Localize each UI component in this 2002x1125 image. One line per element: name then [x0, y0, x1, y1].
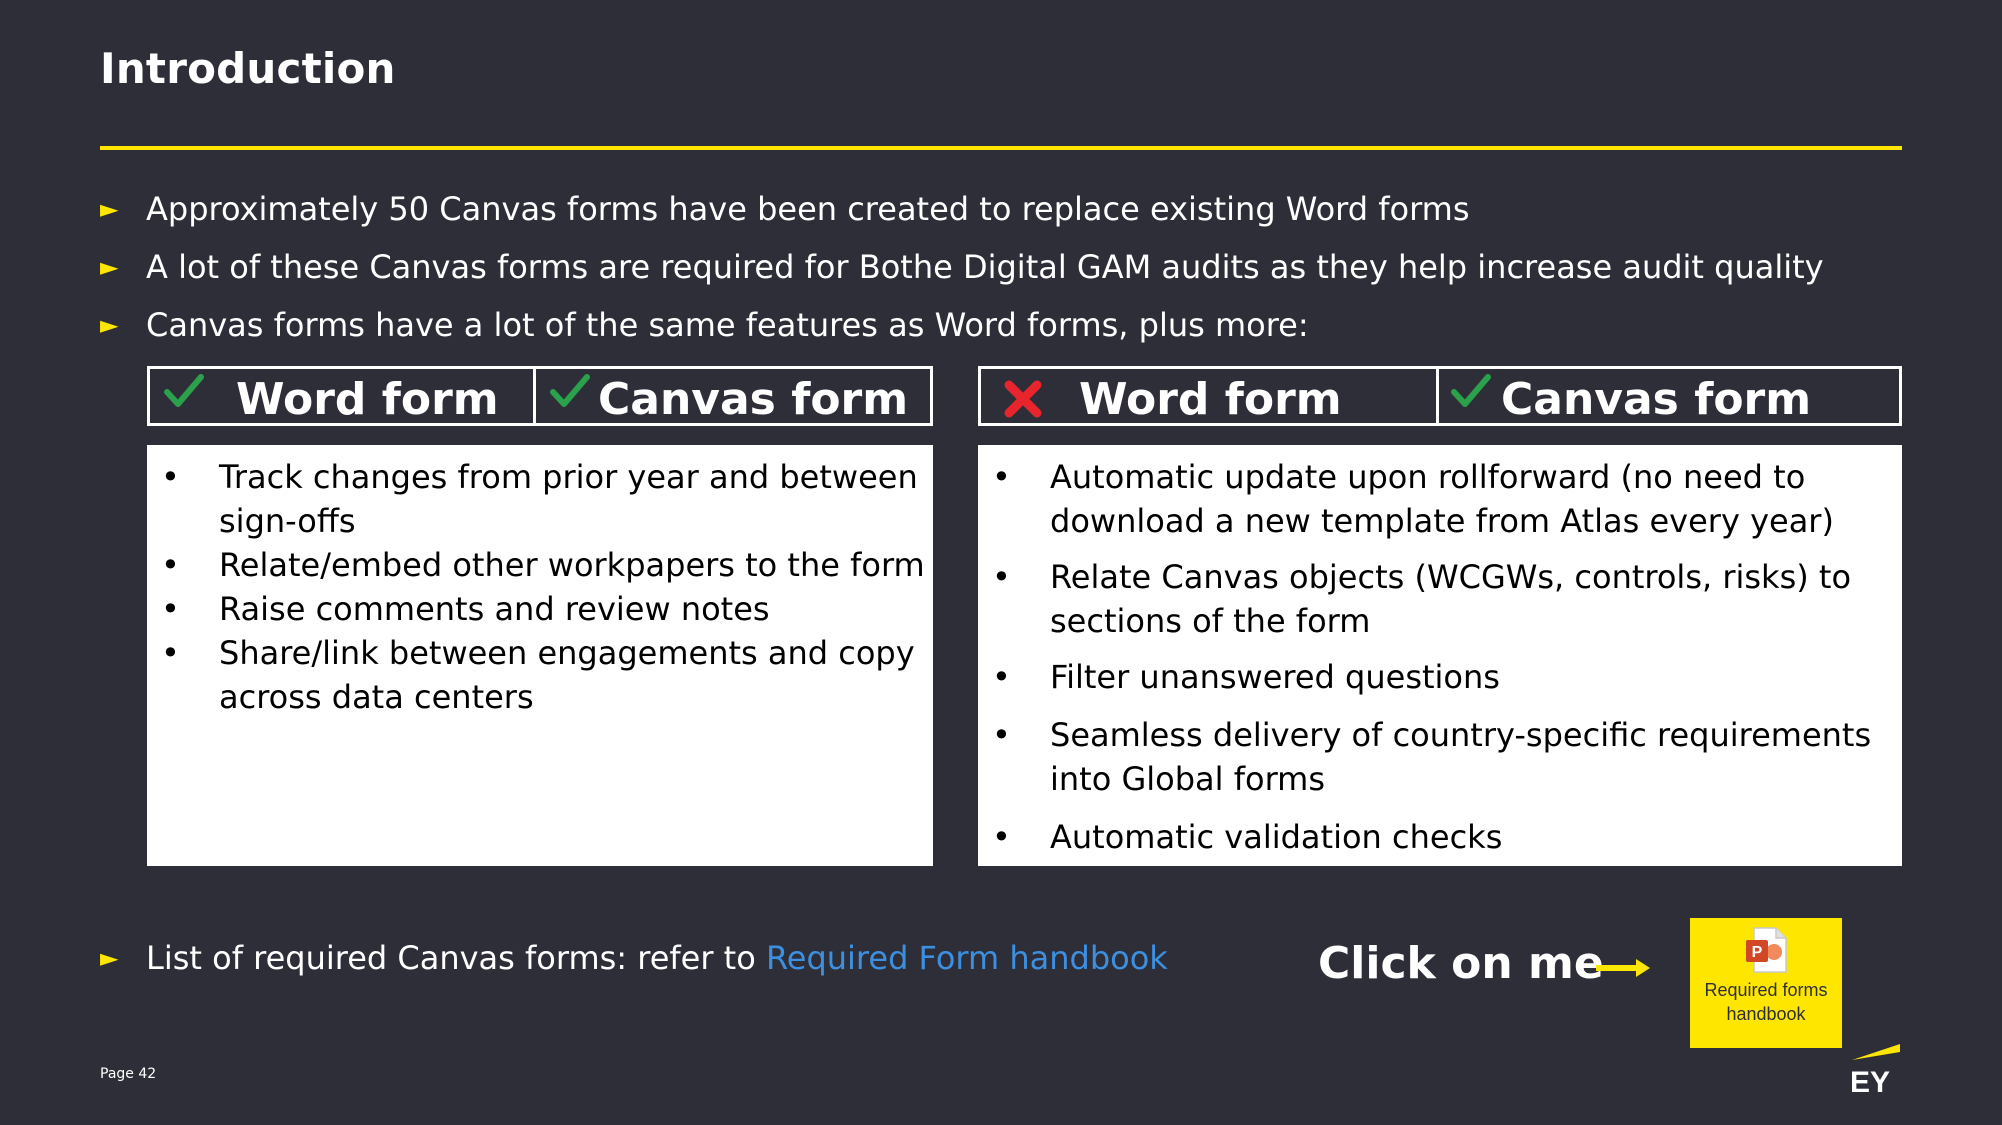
cross-icon	[1003, 379, 1043, 419]
list-item-line: Filter unanswered questions	[1050, 658, 1500, 696]
list-item	[978, 815, 1902, 859]
bullet-item	[100, 244, 1900, 302]
bullet-dot: •	[992, 658, 1011, 696]
bullet-dot: •	[992, 558, 1011, 596]
canvas-form-label: Canvas form	[598, 374, 909, 425]
bullet-text: List of required Canvas forms: refer to	[146, 939, 766, 977]
right-word-form-cell	[981, 369, 1436, 423]
right-feature-list	[978, 455, 1902, 859]
list-item-line: sections of the form	[1050, 602, 1371, 640]
left-feature-box	[147, 445, 933, 866]
left-canvas-form-cell	[533, 369, 930, 423]
slide-title: Introduction	[100, 44, 396, 93]
right-arrow-icon	[1596, 956, 1652, 980]
left-feature-list	[147, 455, 933, 719]
bullet-dot: •	[992, 458, 1011, 496]
required-forms-bullet	[100, 935, 1168, 981]
bullet-dot: •	[992, 818, 1011, 856]
triangle-bullet-icon: ►	[100, 311, 119, 339]
left-comparison-header	[147, 366, 933, 426]
file-caption: handbook	[1726, 1004, 1806, 1024]
bullet-item	[100, 186, 1900, 244]
list-item-line: Seamless delivery of country-specific requirements	[1050, 716, 1872, 754]
bullet-dot: •	[992, 716, 1011, 754]
required-forms-handbook-file[interactable]	[1690, 918, 1842, 1048]
list-item	[147, 543, 933, 587]
list-item-line: Automatic validation checks	[1050, 818, 1503, 856]
bullet-dot: •	[161, 546, 180, 584]
bullet-text: Approximately 50 Canvas forms have been created to replace existing Word forms	[146, 190, 1470, 228]
list-item-line: Raise comments and review notes	[219, 590, 770, 628]
list-item-line: Track changes from prior year and between	[219, 458, 918, 496]
list-item-line: sign-offs	[219, 502, 356, 540]
list-item-line: Automatic update upon rollforward (no need to	[1050, 458, 1806, 496]
check-icon	[1451, 373, 1491, 409]
triangle-bullet-icon: ►	[100, 195, 119, 223]
left-word-form-cell	[150, 369, 533, 423]
bullet-item	[100, 302, 1900, 360]
svg-text:P: P	[1751, 944, 1763, 961]
word-form-label: Word form	[236, 374, 499, 425]
triangle-bullet-icon: ►	[100, 944, 119, 972]
triangle-bullet-icon: ►	[100, 253, 119, 281]
list-item	[978, 713, 1902, 801]
list-item-line: Relate/embed other workpapers to the form	[219, 546, 925, 584]
list-item-line: Share/link between engagements and copy	[219, 634, 915, 672]
list-item-line: into Global forms	[1050, 760, 1325, 798]
bullet-dot: •	[161, 458, 180, 496]
list-item	[978, 655, 1902, 699]
ey-logo	[1848, 1040, 1902, 1096]
word-form-label: Word form	[1079, 374, 1342, 425]
bullet-dot: •	[161, 634, 180, 672]
list-item	[147, 631, 933, 719]
list-item-line: Relate Canvas objects (WCGWs, controls, risks) to	[1050, 558, 1852, 596]
page-number: Page 42	[100, 1066, 157, 1082]
bullet-text: A lot of these Canvas forms are required for Bothe Digital GAM audits as they help increase audit quality	[146, 248, 1824, 286]
right-feature-box	[978, 445, 1902, 866]
right-comparison-header	[978, 366, 1902, 426]
check-icon	[550, 373, 590, 409]
bullet-dot: •	[161, 590, 180, 628]
list-item	[147, 455, 933, 543]
title-underline	[100, 146, 1902, 150]
check-icon	[164, 373, 204, 409]
svg-text:EY: EY	[1850, 1066, 1891, 1096]
bullet-text: Canvas forms have a lot of the same features as Word forms, plus more:	[146, 306, 1309, 344]
powerpoint-file-icon	[1744, 926, 1788, 974]
list-item	[978, 455, 1902, 543]
list-item-line: across data centers	[219, 678, 534, 716]
list-item	[978, 555, 1902, 643]
intro-bullets	[100, 186, 1900, 360]
right-canvas-form-cell	[1436, 369, 1899, 423]
required-form-handbook-link[interactable]: Required Form handbook	[765, 939, 1168, 977]
canvas-form-label: Canvas form	[1501, 374, 1812, 425]
file-caption: Required forms	[1704, 980, 1828, 1000]
click-on-me-label: Click on me	[1318, 938, 1604, 989]
list-item-line: download a new template from Atlas every year)	[1050, 502, 1834, 540]
list-item	[147, 587, 933, 631]
